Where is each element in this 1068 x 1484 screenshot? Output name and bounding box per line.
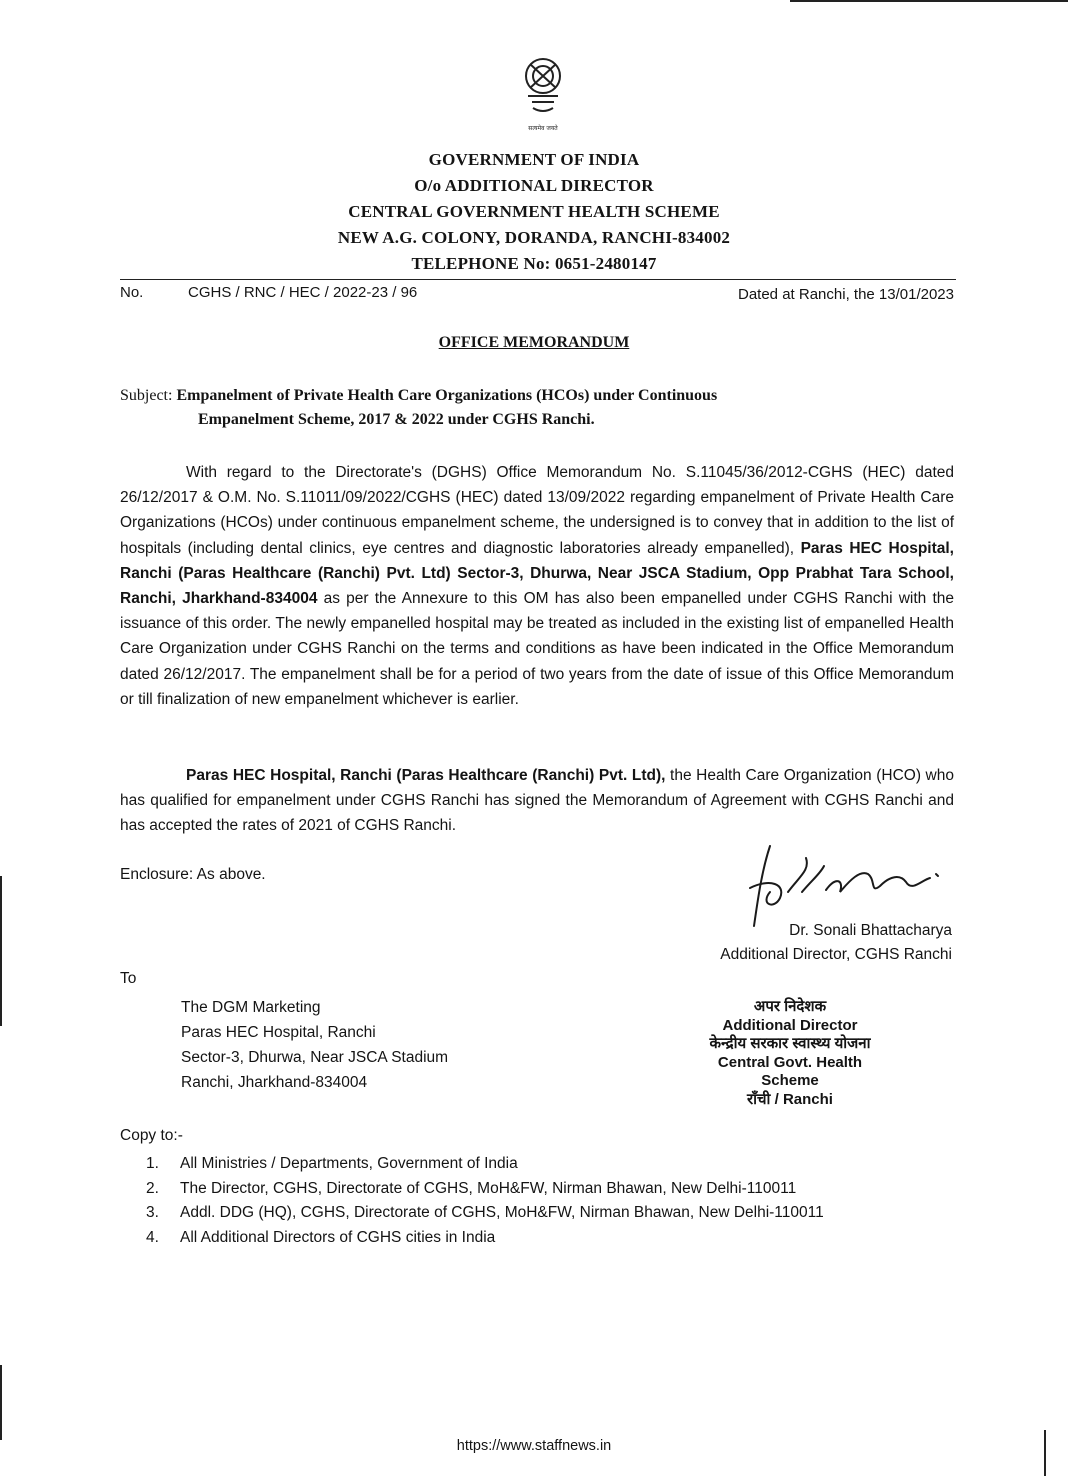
subject-block xyxy=(120,384,956,432)
reference-number: CGHS / RNC / HEC / 2022-23 / 96 xyxy=(188,284,418,301)
header-address: NEW A.G. COLONY, DORANDA, RANCHI-834002 xyxy=(337,228,731,247)
subject-line-2: Empanelment Scheme, 2017 & 2022 under CGHS Ranchi. xyxy=(198,411,595,428)
signatory-designation: Additional Director, CGHS Ranchi xyxy=(720,946,952,963)
recipient-line-1: The DGM Marketing xyxy=(181,999,321,1016)
signatory-name: Dr. Sonali Bhattacharya xyxy=(789,922,952,939)
scan-artifact-left-bar-2 xyxy=(0,1365,2,1440)
svg-text:सत्यमेव जयते: सत्यमेव जयते xyxy=(528,125,558,132)
signature-image xyxy=(740,840,950,930)
to-label: To xyxy=(120,970,137,987)
list-item: 4. All Additional Directors of CGHS cities in India xyxy=(146,1228,496,1246)
subject-label: Subject: xyxy=(120,387,173,404)
paragraph-1-text-a: With regard to the Directorate's (DGHS) Office Memorandum No. S.11045/36/2012-CGHS (HEC) dated 26/12/2017 & O.M. No. S.11011/09/2022/CGHS (HEC) dated 13/09/2022 regarding empanelment of Private Health Care Organizations (HCOs) under continuous empanelment scheme, the undersigned is to convey that in addition to the list of hospitals (including dental clinics, eye centres and diagnostic laboratories already empanelled), xyxy=(120,464,954,557)
header-government: GOVERNMENT OF INDIA xyxy=(428,150,640,169)
stamp-line-2: Additional Director xyxy=(722,1016,858,1034)
list-item: 1. All Ministries / Departments, Government of India xyxy=(146,1155,518,1172)
paragraph-1-hospital: Paras HEC Hospital, Ranchi (Paras Healthcare (Ranchi) Pvt. Ltd) Sector-3, Dhurwa, Near JSCA Stadium, Opp Prabhat Tara School, Ranchi, Jharkhand-834004 xyxy=(120,539,954,608)
header-telephone: TELEPHONE No: 0651-2480147 xyxy=(411,254,657,273)
paragraph-1-text-b: as per the Annexure to this OM has also been empanelled under CGHS Ranchi with the issuance of this order. The newly empanelled hospital may be treated as included in the existing list of empanelled Health Care Organization under CGHS Ranchi on the terms and conditions as have been indicated in the Office Memorandum dated 26/12/2017. The empanelment shall be for a period of two years from the date of issue of this Office Memorandum or till finalization of new empanelment whichever is earlier. xyxy=(120,590,954,708)
subject-line-1: Empanelment of Private Health Care Organizations (HCOs) under Continuous xyxy=(176,387,718,404)
official-stamp xyxy=(690,998,890,1109)
header-department: CENTRAL GOVERNMENT HEALTH SCHEME xyxy=(348,202,720,221)
stamp-line-4: Central Govt. Health Scheme xyxy=(717,1053,863,1089)
copy-to-label: Copy to:- xyxy=(120,1127,183,1144)
paragraph-1 xyxy=(120,460,954,712)
paragraph-2-hospital: Paras HEC Hospital, Ranchi (Paras Healthcare (Ranchi) Pvt. Ltd), xyxy=(186,767,666,784)
enclosure-note: Enclosure: As above. xyxy=(120,866,266,883)
stamp-line-5: राँची / Ranchi xyxy=(747,1090,833,1108)
stamp-line-1: अपर निदेशक xyxy=(753,998,827,1015)
list-item: 3. Addl. DDG (HQ), CGHS, Directorate of CGHS, MoH&FW, Nirman Bhawan, New Delhi-110011 xyxy=(146,1204,824,1221)
national-emblem-icon xyxy=(518,52,568,136)
header-office: O/o ADDITIONAL DIRECTOR xyxy=(414,176,654,195)
scan-artifact-left-bar xyxy=(0,876,2,1026)
stamp-line-3: केन्द्रीय सरकार स्वास्थ्य योजना xyxy=(709,1035,871,1052)
header-divider xyxy=(120,279,956,280)
recipient-line-4: Ranchi, Jharkhand-834004 xyxy=(181,1074,368,1091)
scan-artifact-top-line xyxy=(790,0,1068,2)
recipient-line-2: Paras HEC Hospital, Ranchi xyxy=(181,1024,376,1041)
recipient-line-3: Sector-3, Dhurwa, Near JSCA Stadium xyxy=(181,1049,449,1066)
footer-url: https://www.staffnews.in xyxy=(456,1438,612,1454)
recipient-address xyxy=(181,995,448,1095)
paragraph-2-text: the Health Care Organization (HCO) who has qualified for empanelment under CGHS Ranchi has signed the Memorandum of Agreement with CGHS Ranchi and has accepted the rates of 2021 of CGHS Ranchi. xyxy=(120,767,954,835)
reference-no-label: No. xyxy=(120,284,144,301)
reference-date: Dated at Ranchi, the 13/01/2023 xyxy=(738,286,954,303)
paragraph-2 xyxy=(120,763,954,839)
list-item: 2. The Director, CGHS, Directorate of CGHS, MoH&FW, Nirman Bhawan, New Delhi-110011 xyxy=(146,1179,797,1197)
copy-to-list xyxy=(146,1152,952,1250)
memo-title: OFFICE MEMORANDUM xyxy=(438,334,630,351)
